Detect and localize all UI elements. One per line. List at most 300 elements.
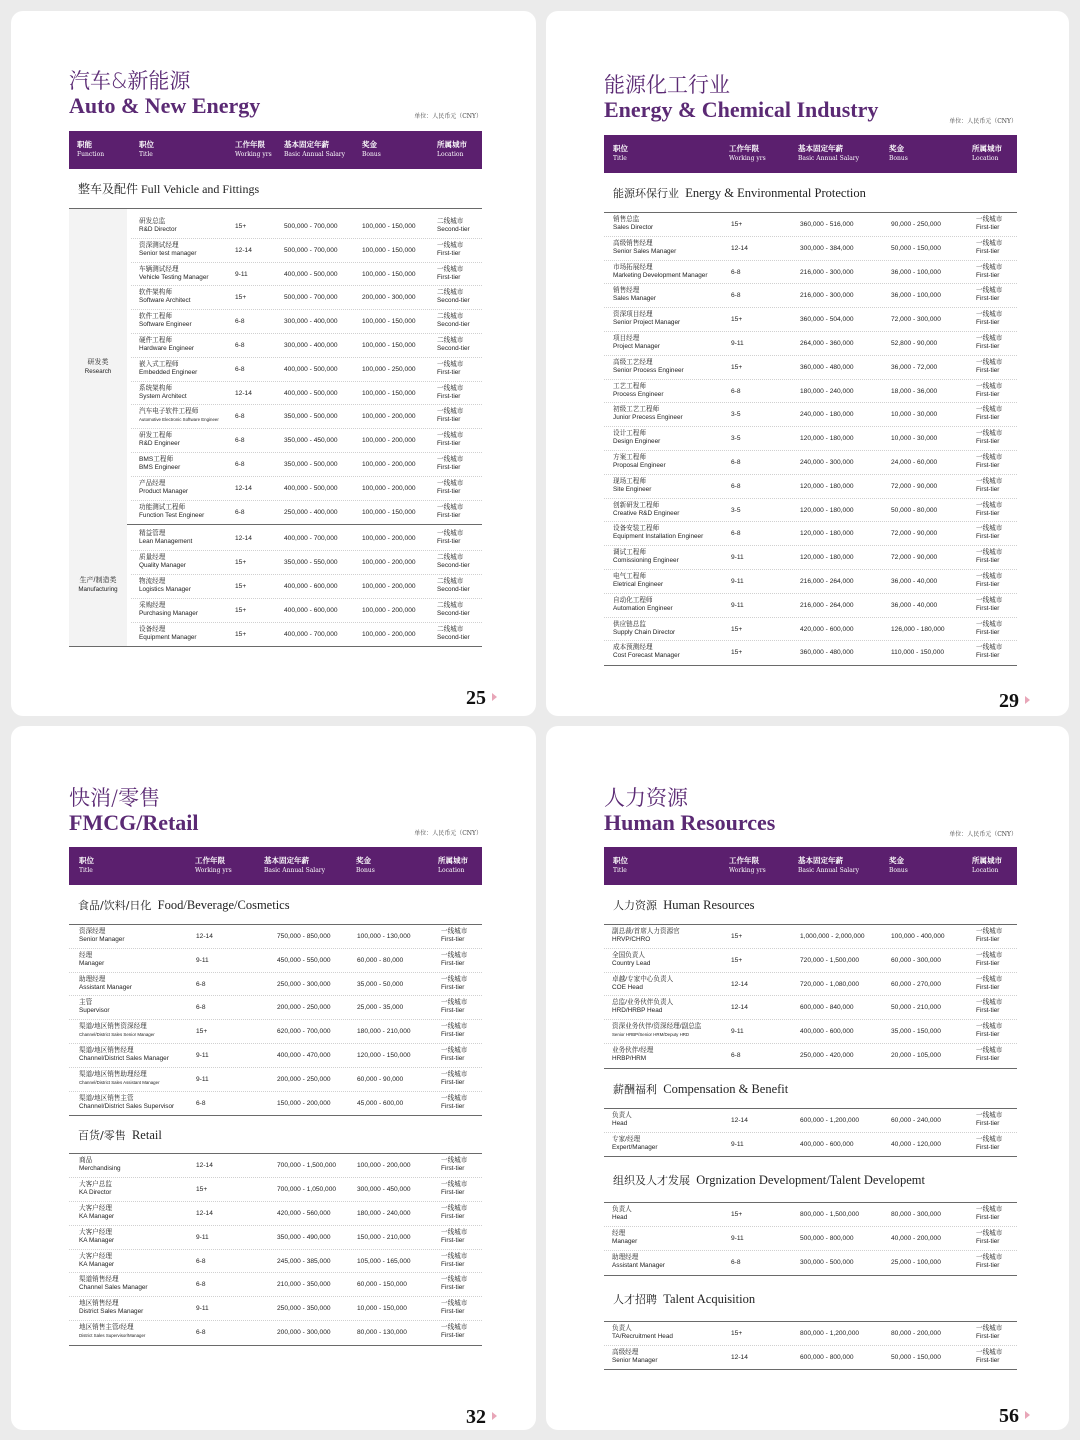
location-cell	[976, 549, 1002, 565]
working-yrs-cell: 3-5	[731, 411, 741, 419]
salary-cell: 216,000 - 300,000	[800, 292, 854, 300]
job-title-en: Head	[612, 1119, 628, 1127]
page-title-en: Energy & Chemical Industry	[604, 97, 879, 122]
salary-cell: 216,000 - 264,000	[800, 577, 854, 585]
header-location: 所属城市 Location	[438, 856, 468, 874]
location-zh: 二线城市	[437, 554, 464, 562]
table-row	[131, 310, 482, 334]
table-row	[69, 1020, 482, 1044]
location-cell	[976, 597, 1002, 613]
location-zh: 一线城市	[437, 479, 464, 487]
salary-cell: 720,000 - 1,500,000	[800, 956, 860, 964]
job-title-cell	[139, 530, 192, 546]
bonus-cell: 60,000 - 240,000	[891, 1116, 941, 1124]
location-en: First-tier	[441, 1165, 465, 1173]
salary-cell: 360,000 - 480,000	[800, 649, 854, 657]
salary-cell: 500,000 - 700,000	[284, 294, 338, 302]
job-title-zh: 系统架构师	[139, 384, 172, 392]
salary-cell: 200,000 - 250,000	[277, 1004, 331, 1012]
salary-cell: 300,000 - 500,000	[800, 1258, 854, 1266]
job-title-en: Project Manager	[613, 342, 660, 350]
working-yrs-cell: 12-14	[235, 484, 252, 492]
location-zh: 一线城市	[976, 1046, 1003, 1054]
job-title-en: COE Head	[612, 983, 643, 991]
working-yrs-cell: 6-8	[196, 1257, 206, 1265]
location-en: First-tier	[976, 652, 1000, 660]
job-title-en: Head	[612, 1214, 628, 1222]
header-working-yrs: 工作年限 Working yrs	[729, 856, 766, 874]
location-en: First-tier	[437, 511, 461, 519]
table-row	[604, 618, 1017, 642]
job-title-zh: 地区销售主管/经理	[79, 1323, 134, 1331]
table-row	[69, 949, 482, 973]
bonus-cell: 100,000 - 200,000	[357, 1162, 411, 1170]
job-title-zh: 地区销售经理	[79, 1300, 119, 1308]
header-salary: 基本固定年薪 Basic Annual Salary	[798, 144, 860, 162]
bonus-cell: 100,000 - 250,000	[362, 365, 416, 373]
location-cell	[976, 1206, 1002, 1222]
job-title-zh: 渠道销售经理	[79, 1276, 119, 1284]
job-title-en: Proposal Engineer	[613, 461, 666, 469]
table-header	[604, 135, 1017, 173]
table-row	[604, 1020, 1017, 1044]
location-zh: 一线城市	[441, 1023, 468, 1031]
section-title: 食品/饮料/日化 Food/Beverage/Cosmetics	[69, 885, 482, 925]
job-title-zh: 渠道/地区销售经理	[79, 1046, 134, 1054]
location-cell	[976, 454, 1002, 470]
salary-cell: 120,000 - 180,000	[800, 506, 854, 514]
salary-cell: 250,000 - 400,000	[284, 508, 338, 516]
location-en: First-tier	[976, 533, 1000, 541]
job-title-cell	[613, 240, 676, 256]
job-title-cell	[79, 1095, 174, 1111]
salary-cell: 245,000 - 385,000	[277, 1257, 331, 1265]
location-en: First-tier	[437, 487, 461, 495]
table-row	[69, 996, 482, 1020]
page-number: 32	[466, 1406, 497, 1429]
job-title-zh: 汽车电子软件工程师	[139, 408, 199, 416]
salary-cell: 400,000 - 600,000	[800, 1140, 854, 1148]
salary-table-body	[604, 1322, 1017, 1371]
salary-cell: 700,000 - 1,500,000	[277, 1162, 337, 1170]
location-en: First-tier	[437, 463, 461, 471]
job-title-cell	[139, 578, 191, 594]
location-cell	[441, 1181, 467, 1197]
salary-cell: 350,000 - 550,000	[284, 559, 338, 567]
page-title-en: Auto & New Energy	[69, 93, 261, 118]
job-title-en: Purchasing Manager	[139, 609, 198, 617]
section-title: 组织及人才发展 Orgnization Development/Talent Developemt	[604, 1157, 1017, 1203]
location-cell	[976, 621, 1002, 637]
bonus-cell: 180,000 - 240,000	[357, 1209, 411, 1217]
job-title-cell	[79, 1071, 160, 1087]
location-cell	[976, 644, 1002, 660]
location-en: First-tier	[437, 273, 461, 281]
job-title-cell	[612, 1136, 657, 1152]
location-zh: 一线城市	[976, 287, 1003, 295]
location-cell	[441, 1229, 467, 1245]
location-en: First-tier	[441, 1078, 465, 1086]
bonus-cell: 40,000 - 120,000	[891, 1140, 941, 1148]
location-en: First-tier	[441, 1260, 465, 1268]
location-en: First-tier	[976, 509, 1000, 517]
page-title-zh: 人力资源	[604, 786, 688, 810]
salary-cell: 250,000 - 350,000	[277, 1305, 331, 1313]
location-en: First-tier	[976, 342, 1000, 350]
table-header	[69, 131, 482, 169]
working-yrs-cell: 6-8	[731, 292, 741, 300]
job-title-en: Channel/District Sales Assistant Manager	[79, 1079, 160, 1085]
working-yrs-cell: 6-8	[235, 365, 245, 373]
job-title-zh: 助理经理	[612, 1253, 639, 1261]
job-title-zh: 设备安装工程师	[613, 525, 660, 533]
location-zh: 一线城市	[976, 334, 1003, 342]
table-row	[604, 451, 1017, 475]
location-zh: 一线城市	[976, 1348, 1003, 1356]
location-en: First-tier	[437, 440, 461, 448]
page-title-zh: 汽车&新能源	[69, 69, 191, 93]
salary-cell: 400,000 - 600,000	[284, 606, 338, 614]
bonus-cell: 20,000 - 105,000	[891, 1051, 941, 1059]
location-zh: 二线城市	[437, 218, 464, 225]
location-en: First-tier	[976, 936, 1000, 943]
page-number: 29	[999, 690, 1030, 713]
working-yrs-cell: 9-11	[196, 956, 209, 964]
location-cell	[437, 504, 463, 520]
bonus-cell: 80,000 - 200,000	[891, 1329, 941, 1337]
job-title-cell	[79, 1181, 112, 1197]
table-row	[69, 1250, 482, 1274]
header-salary: 基本固定年薪 Basic Annual Salary	[798, 856, 860, 874]
table-row	[604, 949, 1017, 973]
table-row	[604, 1322, 1017, 1346]
location-zh: 一线城市	[441, 1228, 468, 1236]
location-zh: 一线城市	[437, 530, 464, 538]
table-row	[69, 1178, 482, 1202]
page-title-en: FMCG/Retail	[69, 810, 199, 835]
table-header	[604, 847, 1017, 885]
salary-cell: 210,000 - 350,000	[277, 1281, 331, 1289]
location-en: First-tier	[441, 1189, 465, 1197]
bonus-cell: 105,000 - 165,000	[357, 1257, 411, 1265]
bonus-cell: 25,000 - 35,000	[357, 1004, 404, 1012]
bonus-cell: 100,000 - 150,000	[362, 508, 416, 516]
location-en: Second-tier	[437, 344, 470, 352]
bonus-cell: 100,000 - 150,000	[362, 246, 416, 254]
job-title-en: Software Architect	[139, 297, 191, 305]
job-title-zh: 产品经理	[139, 479, 166, 487]
location-zh: 一线城市	[976, 1206, 1003, 1214]
table-row	[131, 405, 482, 429]
job-title-en: District Sales Manager	[79, 1308, 144, 1316]
job-title-zh: 总监/业务伙伴负责人	[612, 999, 674, 1007]
bonus-cell: 200,000 - 300,000	[362, 294, 416, 302]
working-yrs-cell: 9-11	[731, 554, 744, 562]
job-title-en: Process Engineer	[613, 390, 664, 398]
location-zh: 一线城市	[976, 1111, 1003, 1119]
location-cell	[437, 456, 463, 472]
salary-table-body	[604, 1109, 1017, 1158]
salary-cell: 250,000 - 300,000	[277, 980, 331, 988]
salary-cell: 400,000 - 700,000	[284, 630, 338, 638]
salary-cell: 400,000 - 600,000	[284, 582, 338, 590]
job-title-zh: 经理	[612, 1230, 626, 1238]
function-rows	[69, 215, 482, 524]
location-en: First-tier	[441, 1284, 465, 1292]
table-row	[69, 973, 482, 997]
location-en: Second-tier	[437, 609, 470, 617]
salary-cell: 120,000 - 180,000	[800, 482, 854, 490]
working-yrs-cell: 15+	[235, 582, 247, 590]
location-cell	[437, 385, 463, 401]
job-title-cell	[139, 361, 197, 377]
working-yrs-cell: 9-11	[731, 1028, 744, 1036]
job-title-zh: 硬件工程师	[139, 336, 172, 344]
working-yrs-cell: 6-8	[235, 508, 245, 516]
location-cell	[441, 1205, 467, 1221]
location-zh: 二线城市	[437, 625, 464, 633]
salary-cell: 750,000 - 850,000	[277, 933, 331, 940]
working-yrs-cell: 15+	[235, 559, 247, 567]
location-en: First-tier	[437, 538, 461, 546]
table-row	[604, 1346, 1017, 1370]
salary-table-body	[604, 213, 1017, 666]
table-row	[604, 925, 1017, 949]
location-cell	[441, 928, 467, 944]
bonus-cell: 100,000 - 400,000	[891, 933, 945, 940]
bonus-cell: 100,000 - 200,000	[362, 535, 416, 543]
job-title-en: HRD/HRBP Head	[612, 1007, 663, 1015]
salary-table-body	[69, 1154, 482, 1345]
location-zh: 一线城市	[441, 1157, 468, 1165]
bonus-cell: 35,000 - 150,000	[891, 1028, 941, 1036]
location-en: Second-tier	[437, 297, 470, 305]
working-yrs-cell: 15+	[731, 1211, 743, 1219]
job-title-cell	[612, 1206, 632, 1222]
working-yrs-cell: 9-11	[731, 1140, 744, 1148]
location-zh: 一线城市	[441, 1300, 468, 1308]
table-row	[604, 1133, 1017, 1157]
salary-cell: 800,000 - 1,500,000	[800, 1211, 860, 1219]
job-title-zh: 主管	[79, 999, 93, 1007]
job-title-en: Marketing Development Manager	[613, 271, 708, 279]
bonus-cell: 100,000 - 150,000	[362, 223, 416, 230]
location-cell	[437, 266, 463, 282]
working-yrs-cell: 3-5	[731, 435, 741, 443]
job-title-zh: 资深项目经理	[613, 311, 653, 319]
job-title-en: R&D Engineer	[139, 440, 180, 448]
job-title-en: Assistant Manager	[79, 983, 132, 991]
location-zh: 一线城市	[976, 975, 1003, 983]
location-cell	[437, 361, 463, 377]
location-en: Second-tier	[437, 633, 470, 641]
job-title-en: Senior Manager	[612, 1356, 658, 1364]
working-yrs-cell: 9-11	[731, 339, 744, 347]
location-zh: 一线城市	[437, 503, 464, 511]
bonus-cell: 52,800 - 90,000	[891, 339, 938, 347]
working-yrs-cell: 15+	[731, 625, 743, 633]
location-cell	[976, 1325, 1002, 1341]
table-row	[131, 215, 482, 239]
working-yrs-cell: 6-8	[235, 341, 245, 349]
bonus-cell: 100,000 - 130,000	[357, 933, 411, 940]
location-zh: 一线城市	[441, 1094, 468, 1102]
page-fmcg-retail	[11, 726, 536, 1430]
job-title-cell	[612, 1112, 632, 1128]
working-yrs-cell: 12-14	[196, 933, 213, 940]
table-row	[69, 1154, 482, 1178]
working-yrs-cell: 12-14	[196, 1209, 213, 1217]
job-title-zh: 软件架构师	[139, 289, 172, 297]
job-title-cell	[613, 406, 683, 422]
job-title-cell	[613, 597, 673, 613]
job-title-cell	[79, 1157, 121, 1173]
page-number: 25	[466, 687, 497, 710]
job-title-en: Software Engineer	[139, 321, 192, 329]
working-yrs-cell: 6-8	[235, 437, 245, 445]
job-title-en: Assistant Manager	[612, 1261, 665, 1269]
location-cell	[976, 406, 1002, 422]
location-zh: 一线城市	[976, 239, 1003, 247]
location-en: First-tier	[976, 485, 1000, 493]
location-en: First-tier	[441, 1308, 465, 1316]
table-row	[131, 575, 482, 599]
salary-cell: 600,000 - 800,000	[800, 1353, 854, 1361]
salary-cell: 360,000 - 504,000	[800, 316, 854, 324]
working-yrs-cell: 12-14	[731, 1116, 748, 1124]
job-title-en: HRBP/HRM	[612, 1054, 647, 1062]
location-en: First-tier	[437, 368, 461, 376]
location-en: First-tier	[441, 1102, 465, 1110]
location-cell	[976, 287, 1002, 303]
salary-cell: 300,000 - 400,000	[284, 318, 338, 326]
job-title-zh: 渠道/地区销售助理经理	[79, 1070, 147, 1078]
job-title-zh: 采购经理	[139, 601, 166, 609]
job-title-zh: 资深经理	[79, 928, 106, 935]
table-row	[131, 599, 482, 623]
working-yrs-cell: 9-11	[196, 1305, 209, 1313]
table-row	[604, 499, 1017, 523]
working-yrs-cell: 6-8	[731, 1051, 741, 1059]
salary-cell: 700,000 - 1,050,000	[277, 1186, 337, 1194]
table-row	[604, 1109, 1017, 1133]
next-arrow-icon	[492, 1412, 497, 1420]
location-cell	[437, 408, 463, 424]
table-row	[69, 1273, 482, 1297]
job-title-en: Site Engineer	[613, 485, 652, 493]
job-title-zh: 大客户经理	[79, 1228, 112, 1236]
table-row	[69, 1321, 482, 1345]
bonus-cell: 50,000 - 150,000	[891, 1353, 941, 1361]
working-yrs-cell: 6-8	[731, 268, 741, 276]
location-cell	[976, 976, 1002, 992]
page-title-en: Human Resources	[604, 810, 776, 835]
working-yrs-cell: 6-8	[731, 458, 741, 466]
job-title-zh: 设计工程师	[613, 430, 646, 438]
table-row	[131, 527, 482, 551]
header-working-yrs: 工作年限 Working yrs	[195, 856, 232, 874]
table-row	[131, 358, 482, 382]
section-title: 人才招聘 Talent Acquisition	[604, 1276, 1017, 1322]
location-zh: 一线城市	[976, 1253, 1003, 1261]
bonus-cell: 100,000 - 200,000	[362, 582, 416, 590]
job-title-zh: 研发总监	[139, 218, 166, 225]
location-zh: 一线城市	[976, 644, 1003, 652]
job-title-en: Expert/Manager	[612, 1143, 658, 1151]
bonus-cell: 35,000 - 50,000	[357, 980, 404, 988]
working-yrs-cell: 15+	[731, 316, 743, 324]
location-en: First-tier	[976, 247, 1000, 255]
job-title-cell	[139, 289, 191, 305]
location-en: First-tier	[976, 1238, 1000, 1246]
job-title-zh: 专家/经理	[612, 1135, 641, 1143]
salary-cell: 300,000 - 400,000	[284, 341, 338, 349]
job-title-en: Eletrical Engineer	[613, 580, 664, 588]
salary-cell: 200,000 - 300,000	[277, 1328, 331, 1336]
location-en: First-tier	[437, 249, 461, 257]
location-en: First-tier	[976, 580, 1000, 588]
location-en: First-tier	[437, 416, 461, 424]
job-title-cell	[79, 1229, 114, 1245]
job-title-cell	[139, 456, 180, 472]
location-en: First-tier	[976, 1214, 1000, 1222]
job-title-cell	[139, 313, 192, 329]
table-row	[131, 501, 482, 525]
location-cell	[976, 1047, 1002, 1063]
working-yrs-cell: 6-8	[731, 387, 741, 395]
working-yrs-cell: 6-8	[235, 318, 245, 326]
table-row	[131, 551, 482, 575]
location-cell	[441, 1324, 467, 1340]
job-title-en: Manager	[612, 1238, 638, 1246]
location-cell	[976, 1254, 1002, 1270]
location-en: First-tier	[441, 983, 465, 991]
job-title-zh: 副总裁/首席人力资源官	[612, 928, 680, 935]
salary-cell: 120,000 - 180,000	[800, 435, 854, 443]
working-yrs-cell: 12-14	[235, 535, 252, 543]
job-title-zh: 研发工程师	[139, 432, 172, 440]
salary-cell: 400,000 - 500,000	[284, 389, 338, 397]
location-zh: 一线城市	[976, 263, 1003, 271]
location-cell	[441, 1253, 467, 1269]
salary-cell: 720,000 - 1,080,000	[800, 980, 860, 988]
working-yrs-cell: 6-8	[235, 460, 245, 468]
job-title-en: Senior Manager	[79, 936, 125, 943]
job-title-zh: 电气工程师	[613, 572, 646, 580]
header-title: 职位 Title	[139, 140, 154, 158]
working-yrs-cell: 6-8	[196, 1004, 206, 1012]
bonus-cell: 60,000 - 300,000	[891, 956, 941, 964]
salary-cell: 120,000 - 180,000	[800, 554, 854, 562]
location-cell	[437, 554, 470, 570]
table-row	[131, 263, 482, 287]
bonus-cell: 50,000 - 80,000	[891, 506, 938, 514]
location-cell	[976, 525, 1002, 541]
bonus-cell: 100,000 - 150,000	[362, 270, 416, 278]
job-title-cell	[139, 266, 209, 282]
location-cell	[437, 242, 463, 258]
location-en: First-tier	[441, 1236, 465, 1244]
bonus-cell: 120,000 - 150,000	[357, 1051, 411, 1059]
salary-cell: 800,000 - 1,200,000	[800, 1329, 860, 1337]
bonus-cell: 110,000 - 150,000	[891, 649, 945, 657]
header-bonus: 奖金 Bonus	[889, 144, 908, 162]
location-cell	[976, 1349, 1002, 1365]
salary-cell: 420,000 - 560,000	[277, 1209, 331, 1217]
job-title-en: R&D Director	[139, 226, 177, 233]
job-title-en: Quality Manager	[139, 562, 186, 570]
salary-cell: 216,000 - 300,000	[800, 268, 854, 276]
